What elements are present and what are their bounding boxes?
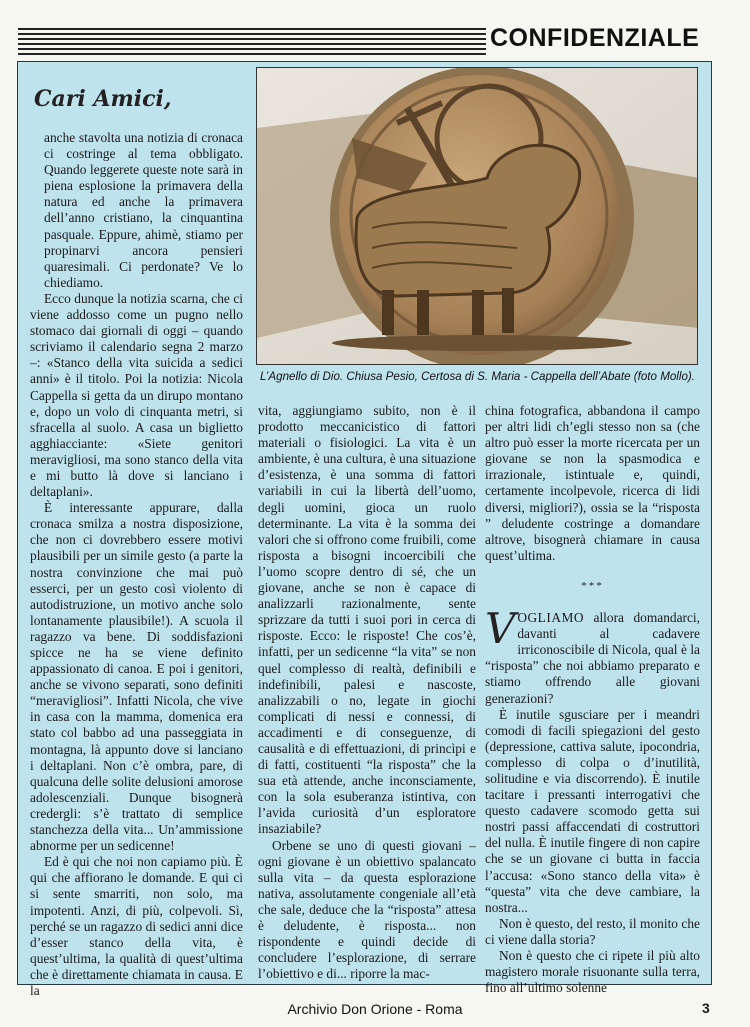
- header-rule-lines: [18, 28, 486, 56]
- paragraph: È interessante appurare, dalla cronaca smilza a nostra disposizione, che non ci dovrebbero essere motivi plausibili per un simile gesto (a parte la nostra convinzione che mai può esserci, per un gesto così violento di autodistruzione, un motivo anche solo lontanamente plausibile!). A scuola il ragazzo va bene. Di soddisfazioni spicce ne ha se viene definito appassionato di canoa. E poi i genitori, anche se vivono separati, sono definiti “meravigliosi”. Infatti Nicola, che vive in casa con la mamma, domenica era stato col babbo ad una passeggiata in montagna, là appunto dove si lanciano i deltaplani. Non c’è ombra, pare, di qualcuna delle solite delusioni amorose adolescenziali. Dunque bisognerà credergli: s’è trattato di semplice stanchezza della vita... Un’ammissione abnorme per un sedicenne!: [30, 500, 243, 854]
- section-title: CONFIDENZIALE: [490, 24, 700, 52]
- article-column-2: [258, 403, 476, 982]
- paragraph: Non è questo, del resto, il monito che ci viene dalla storia?: [485, 915, 700, 947]
- paragraph: Ed è qui che noi non capiamo più. È qui che affiorano le domande. E qui ci si sente smarriti, non solo, ma impotenti. Anzi, di più, colpevoli. Sì, perché se un ragazzo di sedici anni dice d’esser stanco della vita, è quest’ultima, la qualità di quest’ultima che è direttamente chiamata in causa. E la: [30, 854, 243, 998]
- article-column-1: [30, 130, 243, 999]
- paragraph: Orbene se uno di questi giovani – ogni giovane è un obiettivo spalancato sulla vita – da questa esplorazione nativa, assolutamente congeniale all’età che sale, deduce che la “risposta” attesa è deludente, è risposta... non rispondente e quindi decide di concludere l’esplorazione, di serrare l’obiettivo e di... riporre la mac-: [258, 837, 476, 982]
- figure-photo: [256, 67, 698, 365]
- paragraph: china fotografica, abbandona il campo per altri lidi ch’egli stesso non sa (che altro può esser la morte ricercata per un giovane se non la spasmodica e irrazionale, istintuale e, quindi, certamente incolpevole, ricerca di lidi diversi, migliori?), ossia se la “risposta ” deludente costringe a domandare altrove, bisognerà chiamare in causa quest’ultima.: [485, 403, 700, 563]
- lead-word: OGLIAMO: [517, 610, 585, 626]
- paragraph: vita, aggiungiamo subito, non è il prodotto meccanicistico di fattori materiali o fisiologici. La vita è un ambiente, è una cultura, è una situazione d’esistenza, è una somma di fattori variabili in cui la libertà dell’uomo, degli uomini, gioca un ruolo determinante. La vita è la somma dei valori che si offrono come fruibili, come risposta a bisogni incoercibili che l’uomo scopre dentro di sé, che un giovane, anche se non è capace di analizzarli razionalmente, sente sprizzare da tutti i suoi pori in cerca di risposte. Ecco: le risposte! Che cos’è, infatti, per un sedicenne “la vita” se non quel complesso di realtà, definibili e indefinibili, palesi e nascoste, analizzabili o no, legate in giochi complicati di nessi e connessi, di accadimenti e di conseguenze, di causalità e di effettuazioni, di princìpi e di fatti, costituenti “la risposta” che la sua età attende, anche inconsciamente, con la sola esuberanza istintiva, con l’avida curiosità d’un esploratore insaziabile?: [258, 403, 476, 837]
- salutation: Cari Amici,: [34, 86, 172, 112]
- paragraph-text: allora domandarci, davanti al cadavere irriconoscibile di Nicola, qual è la “risposta” che noi abbiamo preparato e stiamo offrendo alle giovani generazioni?: [485, 610, 700, 706]
- paragraph: È inutile sgusciare per i meandri comodi di facili spiegazioni del gesto (depressione, cattiva salute, ipocondria, complesso di colpa o d’inutilità, solitudine e via discorrendo). È inutile tacitare i pressanti interrogativi che questo cadavere scomodo getta sui nostri passi affaccendati di costruttori del nulla. È inutile fingere di non capire che se un giovane ci butta in faccia l’accusa: «Sono stanco della vita» è “questa” vita che deve cambiare, la nostra...: [485, 706, 700, 915]
- paragraph: anche stavolta una notizia di cronaca ci costringe al tema obbligato. Quando leggerete queste note sarà in piena esplosione la primavera della natura ed anche la primavera dell’anno cristiano, la cinquantina pasquale. Eppure, ahimè, stiamo per propinarvi ancora pensieri quaresimali. Ci perdonate? Ve lo chiediamo.: [44, 130, 243, 290]
- paragraph: Ecco dunque la notizia scarna, che ci viene addosso come un pugno nello stomaco dai giornali di oggi – quando scriviamo il calendario segna 2 marzo –: «Stanco della vita suicida a sedici anni» è il titolo. Poi la notizia: Nicola Cappella si getta da un dirupo montano e, dopo un volo di cinquanta metri, si sfracella al suolo. A casa un biglietto agghiacciante: «Siete genitori meravigliosi, ma sono stanco della vita e mi butto là dove si lanciano i deltaplani».: [30, 290, 243, 500]
- drop-cap: V: [485, 604, 516, 654]
- figure-caption: L’Agnello di Dio. Chiusa Pesio, Certosa di S. Maria - Cappella dell’Abate (foto Mollo).: [260, 370, 695, 383]
- article-column-3: [485, 403, 700, 996]
- lamb-relief-illustration: [257, 68, 698, 365]
- paragraph: Non è questo che ci ripete il più alto magistero morale risuonante sulla terra, fino all’ultimo solenne: [485, 948, 700, 996]
- paragraph-dropcap: [485, 604, 700, 707]
- page-number: 3: [702, 1000, 710, 1016]
- section-separator: ***: [581, 579, 604, 592]
- archive-footer: Archivio Don Orione - Roma: [287, 1001, 463, 1017]
